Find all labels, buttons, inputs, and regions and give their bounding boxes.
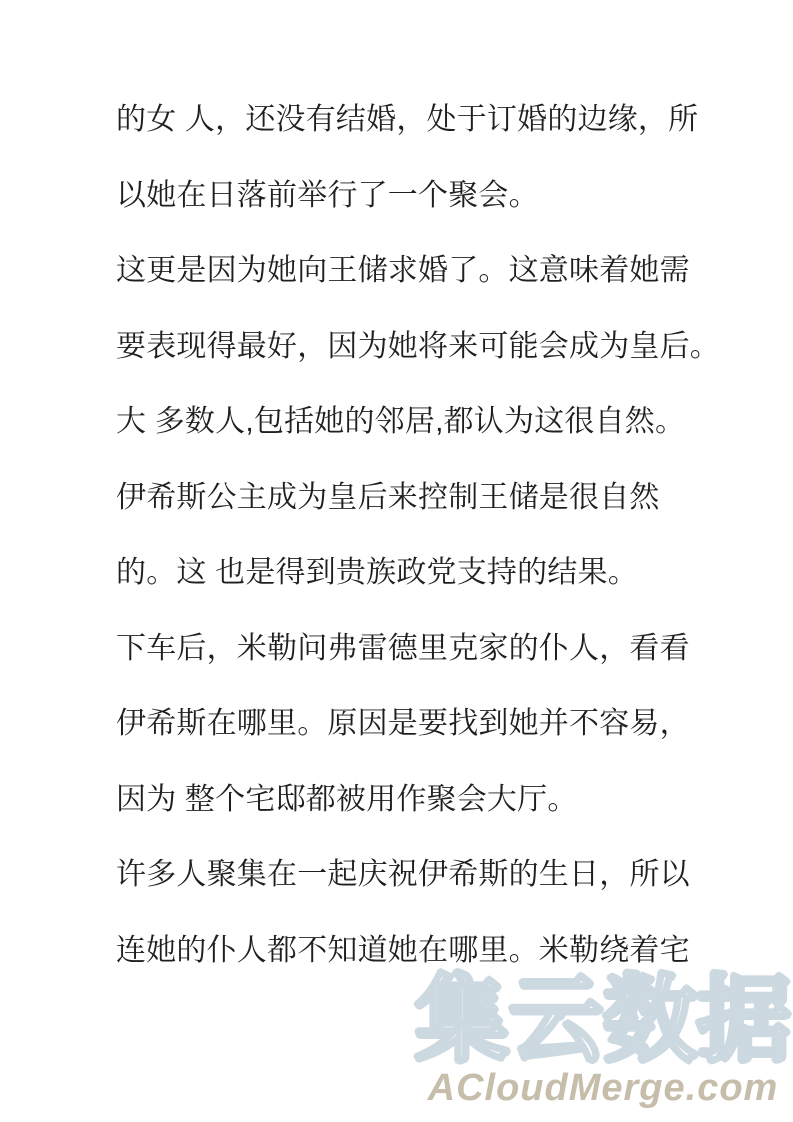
text-line: 因为 整个宅邸都被用作聚会大厅。 — [116, 782, 578, 816]
text-line: 这更是因为她向王储求婚了。这意味着她需 — [116, 254, 690, 287]
text-line: 要表现得最好，因为她将来可能会成为皇后。 — [116, 329, 720, 363]
watermark-url-text: ACloudMerge.com — [427, 1067, 779, 1109]
text-line: 大 多数人,包括她的邻居,都认为这很自然。 — [116, 405, 686, 438]
text-line: 许多人聚集在一起庆祝伊希斯的生日，所以 — [116, 858, 690, 891]
text-line: 伊希斯公主成为皇后来控制王储是很自然 — [116, 480, 660, 514]
text-line: 的女 人，还没有结婚，处于订婚的边缘，所 — [116, 103, 699, 136]
text-line: 的。这 也是得到贵族政党支持的结果。 — [116, 556, 638, 589]
text-line: 伊希斯在哪里。原因是要找到她并不容易， — [116, 707, 690, 740]
text-line: 连她的仆人都不知道她在哪里。米勒绕着宅 — [116, 933, 690, 967]
text-line: 以她在日落前举行了一个聚会。 — [116, 178, 539, 212]
watermark-brand-text: 集云数据 — [414, 967, 791, 1072]
text-line: 下车后，米勒问弗雷德里克家的仆人，看看 — [116, 631, 690, 665]
text-block — [116, 103, 720, 1009]
